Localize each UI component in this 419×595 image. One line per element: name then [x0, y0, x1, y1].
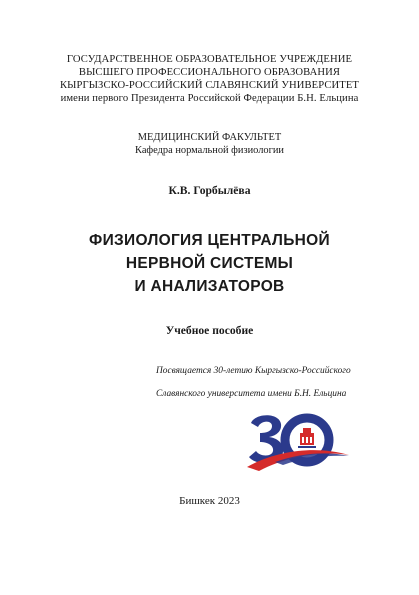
- emblem-window: [310, 437, 312, 443]
- institution-line: ВЫСШЕГО ПРОФЕССИОНАЛЬНОГО ОБРАЗОВАНИЯ: [78, 67, 341, 78]
- dedication-line: Славянского университета имени Б.Н. Ельцина: [156, 389, 347, 399]
- emblem-base: [298, 446, 316, 448]
- emblem-window: [306, 437, 308, 443]
- faculty-block: [0, 131, 419, 157]
- book-type: Учебное пособие: [165, 324, 254, 337]
- institution-header: [0, 53, 419, 105]
- imprint-city-year: Бишкек 2023: [179, 495, 240, 507]
- institution-line: ГОСУДАРСТВЕННОЕ ОБРАЗОВАТЕЛЬНОЕ УЧРЕЖДЕНИЕ: [66, 54, 353, 65]
- title-line: ФИЗИОЛОГИЯ ЦЕНТРАЛЬНОЙ: [89, 232, 330, 249]
- title-line: НЕРВНОЙ СИСТЕМЫ: [125, 255, 294, 272]
- anniversary-30-logo-icon: [245, 407, 350, 473]
- dedication-line: Посвящается 30-летию Кыргызско-Российского: [156, 366, 351, 376]
- faculty-name: МЕДИЦИНСКИЙ ФАКУЛЬТЕТ: [137, 132, 282, 143]
- department-name: Кафедра нормальной физиологии: [135, 145, 284, 156]
- institution-line: имени первого Президента Российской Федерации Б.Н. Ельцина: [60, 93, 359, 104]
- title-line: И АНАЛИЗАТОРОВ: [134, 278, 285, 295]
- book-title: [0, 229, 419, 298]
- emblem-tower: [303, 428, 311, 434]
- author-name: К.В. Горбылёва: [168, 184, 251, 197]
- dedication: [156, 360, 396, 406]
- emblem-window: [302, 437, 304, 443]
- institution-line: КЫРГЫЗСКО-РОССИЙСКИЙ СЛАВЯНСКИЙ УНИВЕРСИТЕТ: [60, 80, 359, 91]
